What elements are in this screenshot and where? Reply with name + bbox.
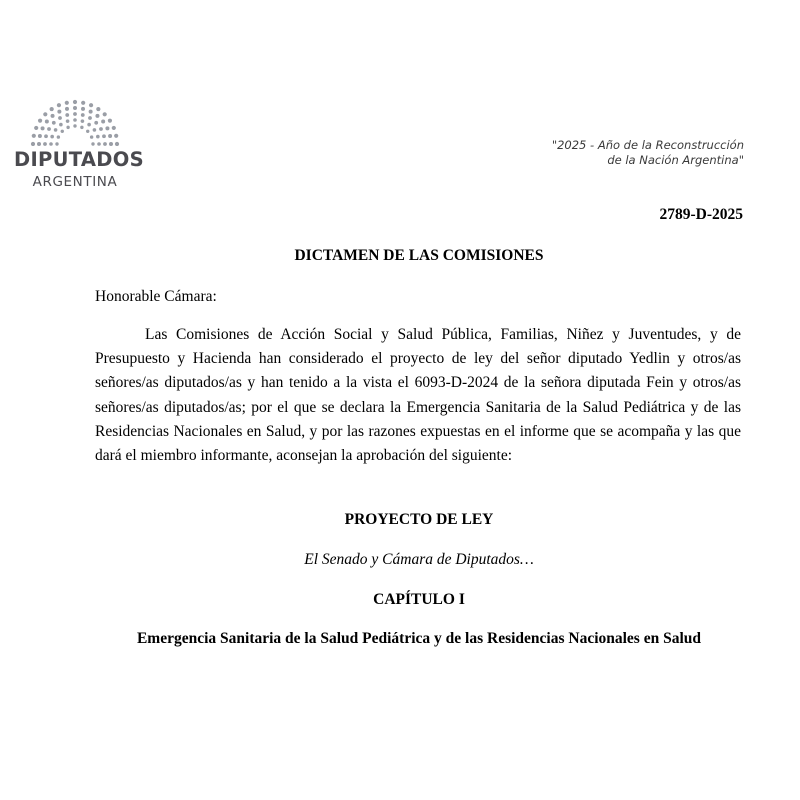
hemicycle-dot [51, 114, 55, 118]
year-motto [552, 138, 744, 168]
hemicycle-dot [73, 106, 77, 110]
motto-line-1: "2025 - Año de la Reconstrucción [551, 138, 744, 152]
hemicycle-dot [90, 135, 93, 138]
hemicycle-dot [57, 135, 60, 138]
hemicycle-dot [59, 123, 63, 127]
hemicycle-dot [57, 110, 61, 114]
hemicycle-dot [93, 128, 97, 132]
hemicycle-dot [103, 142, 107, 146]
hemicycle-dot [38, 134, 42, 138]
hemicycle-dot [96, 135, 100, 139]
hemicycle-dot [99, 127, 103, 131]
hemicycle-dot [65, 113, 69, 117]
hemicycle-dot [38, 119, 42, 123]
hemicycle-dot [66, 126, 69, 129]
logo-title: DIPUTADOS [14, 148, 144, 171]
hemicycle-dot [109, 142, 113, 146]
hemicycle-dot [81, 101, 85, 105]
chapter-title: Emergencia Sanitaria de la Salud Pediátrica y de las Residencias Nacionales en Salud [136, 630, 702, 647]
hemicycle-dot [47, 127, 51, 131]
hemicycle-dot [89, 110, 93, 114]
hemicycle-dot [73, 124, 76, 127]
hemicycle-dot [101, 120, 105, 124]
hemicycle-dot [44, 134, 48, 138]
hemicycle-dot [95, 114, 99, 118]
hemicycle-dot [112, 126, 116, 130]
hemicycle-dot [65, 107, 69, 111]
hemicycle-dot [61, 130, 64, 133]
hemicycle-dot [37, 142, 41, 146]
hemicycle-dot [55, 142, 58, 145]
hemicycle-dot [103, 112, 107, 116]
hemicycle-dot [50, 135, 54, 139]
hemicycle-dot [80, 126, 83, 129]
hemicycle-dot [115, 142, 119, 146]
salutation: Honorable Cámara: [95, 288, 217, 305]
hemicycle-dot [41, 126, 45, 130]
chapter-heading: CAPÍTULO I [373, 591, 465, 608]
hemicycle-dot [57, 103, 61, 107]
enacting-clause: El Senado y Cámara de Diputados… [304, 551, 534, 568]
hemicycle-dot [108, 119, 112, 123]
hemicycle-dot [43, 112, 47, 116]
hemicycle-dot [54, 128, 58, 132]
hemicycle-dot [108, 134, 112, 138]
hemicycle-icon [30, 96, 120, 146]
hemicycle-dot [94, 121, 98, 125]
hemicycle-dot [73, 118, 77, 122]
hemicycle-dot [87, 123, 91, 127]
hemicycle-dot [91, 142, 94, 145]
hemicycle-dot [81, 107, 85, 111]
hemicycle-dot [97, 142, 101, 146]
hemicycle-dot [89, 103, 93, 107]
hemicycle-dot [102, 134, 106, 138]
hemicycle-dot [34, 126, 38, 130]
hemicycle-dot [73, 100, 77, 104]
hemicycle-dot [43, 142, 47, 146]
hemicycle-dot [86, 130, 89, 133]
hemicycle-dot [52, 121, 56, 125]
hemicycle-dot [45, 120, 49, 124]
hemicycle-dot [114, 134, 118, 138]
bill-heading: PROYECTO DE LEY [344, 511, 494, 528]
hemicycle-dot [31, 142, 35, 146]
hemicycle-dot [105, 126, 109, 130]
hemicycle-dot [65, 101, 69, 105]
hemicycle-dot [81, 113, 85, 117]
hemicycle-dot [49, 142, 53, 146]
document-title: DICTAMEN DE LAS COMISIONES [294, 247, 544, 264]
hemicycle-dot [32, 134, 36, 138]
hemicycle-dot [58, 116, 62, 120]
diputados-logo [14, 96, 144, 196]
hemicycle-dot [81, 119, 85, 123]
hemicycle-dot [96, 107, 100, 111]
hemicycle-dot [73, 112, 77, 116]
body-paragraph: Las Comisiones de Acción Social y Salud Pública, Familias, Niñez y Juventudes, y de Presupuesto y Hacienda han considerado el proyecto de ley del señor diputado Yedlin y otros/as señores/as diputados/as y han tenido a la vista el 6093-D-2024 de la señora diputada Fein y otros/as señores/as diputados/as; por el que se declara la Emergencia Sanitaria de la Salud Pediátrica y de las Residencias Nacionales en Salud, y por las razones expuestas en el informe que se acompaña y las que dará el miembro informante, aconsejan la aprobación del siguiente: [95, 326, 741, 465]
file-number: 2789-D-2025 [659, 206, 743, 223]
motto-line-2: de la Nación Argentina" [607, 153, 744, 167]
logo-subtitle: ARGENTINA [32, 174, 118, 190]
hemicycle-dot [66, 119, 70, 123]
hemicycle-dot [88, 116, 92, 120]
hemicycle-dot [50, 107, 54, 111]
